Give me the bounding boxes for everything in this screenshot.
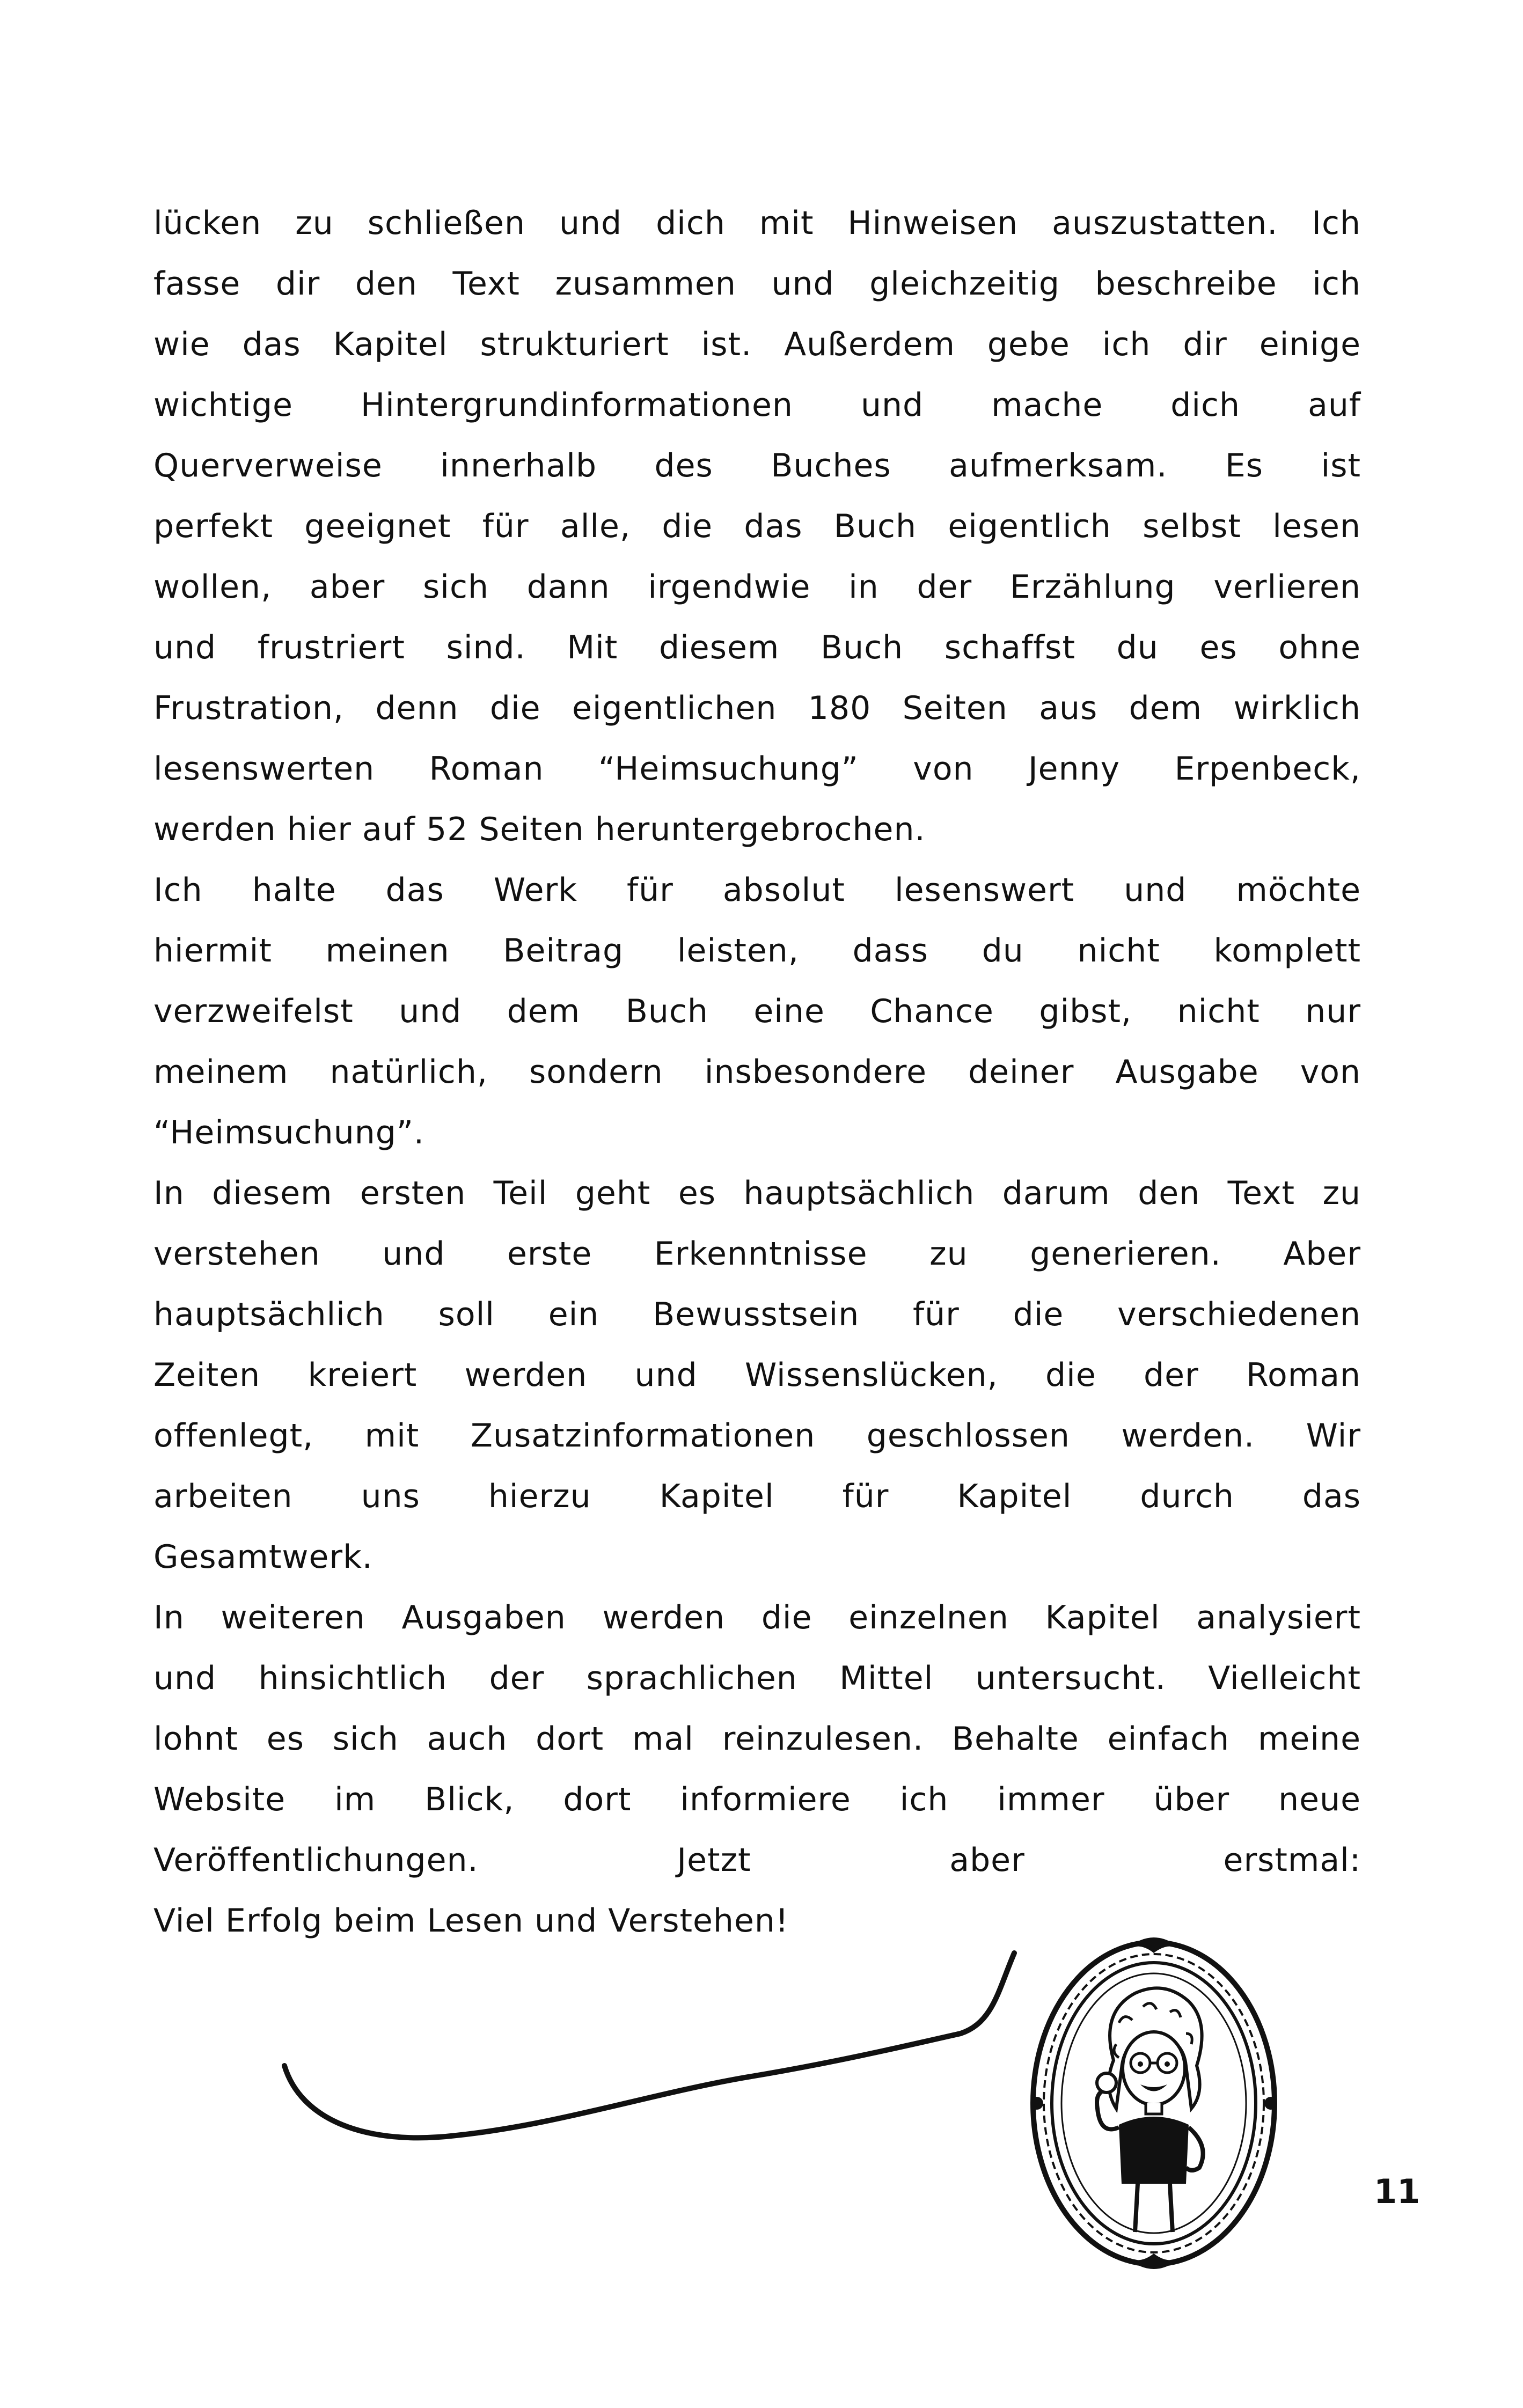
text-line: und frustriert sind. Mit diesem Buch schaffst du es ohne: [153, 629, 1361, 666]
text-line: verzweifelst und dem Buch eine Chance gibst, nicht nur: [153, 993, 1361, 1030]
text-line: lohnt es sich auch dort mal reinzulesen. Behalte einfach meine: [153, 1720, 1361, 1758]
swoosh-line-icon: [279, 1942, 1030, 2168]
text-line: und hinsichtlich der sprachlichen Mittel untersucht. Vielleicht: [153, 1660, 1361, 1697]
text-line: fasse dir den Text zusammen und gleichzeitig beschreibe ich: [153, 265, 1361, 303]
text-line: hauptsächlich soll ein Bewusstsein für die verschiedenen: [153, 1296, 1361, 1333]
text-line: verstehen und erste Erkenntnisse zu generieren. Aber: [153, 1235, 1361, 1273]
text-line: “Heimsuchung”.: [153, 1114, 424, 1151]
author-portrait-icon: [1025, 1932, 1283, 2275]
text-line: Frustration, denn die eigentlichen 180 Seiten aus dem wirklich: [153, 689, 1361, 727]
text-line: hiermit meinen Beitrag leisten, dass du nicht komplett: [153, 932, 1361, 970]
body-text: [153, 193, 1361, 1951]
paragraph: [153, 193, 1361, 860]
text-line: Viel Erfolg beim Lesen und Verstehen!: [153, 1902, 789, 1940]
text-line: In weiteren Ausgaben werden die einzelnen Kapitel analysiert: [153, 1599, 1361, 1636]
text-line: Website im Blick, dort informiere ich immer über neue: [153, 1781, 1361, 1818]
text-line: wichtige Hintergrundinformationen und mache dich auf: [153, 386, 1361, 424]
text-line: lesenswerten Roman “Heimsuchung” von Jenny Erpenbeck,: [153, 750, 1361, 788]
text-line: Gesamtwerk.: [153, 1538, 373, 1576]
text-line: werden hier auf 52 Seiten heruntergebrochen.: [153, 811, 926, 848]
paragraph: [153, 1163, 1361, 1588]
text-line: meinem natürlich, sondern insbesondere deiner Ausgabe von: [153, 1053, 1361, 1091]
page-number: 11: [1374, 2172, 1421, 2211]
paragraph: [153, 1588, 1361, 1951]
text-line: perfekt geeignet für alle, die das Buch eigentlich selbst lesen: [153, 508, 1361, 545]
paragraph: [153, 860, 1361, 1163]
text-line: wollen, aber sich dann irgendwie in der Erzählung verlieren: [153, 568, 1361, 606]
text-line: In diesem ersten Teil geht es hauptsächlich darum den Text zu: [153, 1174, 1361, 1212]
text-line: lücken zu schließen und dich mit Hinweisen auszustatten. Ich: [153, 204, 1361, 242]
text-line: Querverweise innerhalb des Buches aufmerksam. Es ist: [153, 447, 1361, 484]
text-line: offenlegt, mit Zusatzinformationen geschlossen werden. Wir: [153, 1417, 1361, 1455]
text-line: Veröffentlichungen. Jetzt aber erstmal:: [153, 1841, 1361, 1879]
text-line: Ich halte das Werk für absolut lesenswert und möchte: [153, 871, 1361, 909]
text-line: Zeiten kreiert werden und Wissenslücken, die der Roman: [153, 1356, 1361, 1394]
text-line: wie das Kapitel strukturiert ist. Außerdem gebe ich dir einige: [153, 326, 1361, 363]
text-line: arbeiten uns hierzu Kapitel für Kapitel durch das: [153, 1478, 1361, 1515]
